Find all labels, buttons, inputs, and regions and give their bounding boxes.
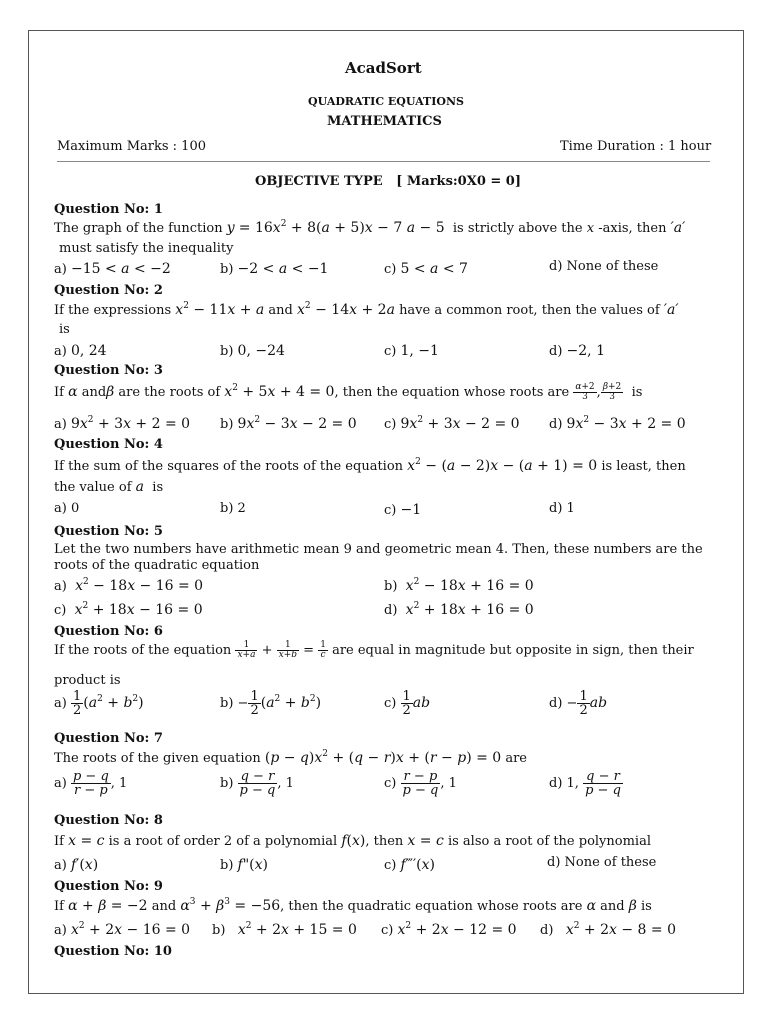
- max-marks: Maximum Marks : 100: [57, 139, 206, 154]
- q9-option-b[interactable]: b) $x^2 + 2x + 15 = 0$: [212, 921, 357, 938]
- question-6-head: Question No: 6: [54, 624, 163, 639]
- section-marks: [ Marks:0X0 = 0]: [396, 174, 522, 189]
- q8-option-c[interactable]: c) f‴′(x): [384, 857, 435, 873]
- question-3-head: Question No: 3: [54, 363, 163, 378]
- q5-option-c[interactable]: c) $x^2 + 18x - 16 = 0$: [54, 601, 203, 618]
- chapter-title: QUADRATIC EQUATIONS: [308, 95, 464, 108]
- time-duration: Time Duration : 1 hour: [560, 139, 712, 154]
- question-9-stem: If α + β = −2 and $\alpha^3 + \beta^3 = -56$, then the quadratic equation whose roots are α and β is: [54, 897, 652, 914]
- section-name: OBJECTIVE TYPE: [255, 174, 383, 189]
- q4-option-c[interactable]: c) −1: [384, 502, 422, 518]
- q3-option-d[interactable]: d) $9x^2 - 3x + 2 = 0$: [549, 415, 686, 432]
- question-1-stem: The graph of the function $y = 16x^2 + 8(a + 5)x - 7$ a − 5 is strictly above the x -axis, then ′a′: [54, 219, 686, 236]
- question-5-stem-line2: roots of the quadratic equation: [54, 558, 260, 573]
- question-paper: [28, 30, 744, 994]
- question-10-head: Question No: 10: [54, 944, 172, 959]
- question-3-stem: If α andβ are the roots of $x^2 + 5x + 4 = 0$, then the equation whose roots are $\frac{\alpha+2}{3}$ , $\frac{\beta+2}{3}$ is: [54, 382, 643, 402]
- q9-option-a[interactable]: a) $x^2 + 2x - 16 = 0$: [54, 921, 191, 938]
- q3-option-b[interactable]: b) $9x^2 - 3x - 2 = 0$: [220, 415, 357, 432]
- q2-option-b[interactable]: b) 0, −24: [220, 343, 285, 359]
- q7-option-a[interactable]: a) $\frac{p - q}{r - p}$ , 1: [54, 769, 128, 798]
- q2-option-c[interactable]: c) 1, −1: [384, 343, 439, 359]
- question-8-head: Question No: 8: [54, 813, 163, 828]
- q6-option-c[interactable]: c) $\frac{1}{2}$ ab: [384, 689, 431, 718]
- question-8-stem: If x = c is a root of order 2 of a polynomial f(x), then x = c is also a root of the polynomial: [54, 833, 651, 849]
- question-4-stem: If the sum of the squares of the roots of the equation $x^2 - (a - 2)x - (a + 1) = 0$ is least, then: [54, 457, 686, 474]
- q5-option-d[interactable]: d) $x^2 + 18x + 16 = 0$: [384, 601, 534, 618]
- question-6-stem: If the roots of the equation $\frac{1}{x+a}$ + $\frac{1}{x+b}$ = $\frac{1}{c}$ are equal in magnitude but opposite in sign, then their: [54, 640, 694, 660]
- q8-option-d[interactable]: d) None of these: [547, 855, 657, 870]
- q6-option-d[interactable]: d) − $\frac{1}{2}$ ab: [549, 689, 608, 718]
- q3-option-a[interactable]: a) $9x^2 + 3x + 2 = 0$: [54, 415, 191, 432]
- question-7-head: Question No: 7: [54, 731, 163, 746]
- question-6-stem-line2: product is: [54, 673, 121, 688]
- q4-option-b[interactable]: b) 2: [220, 501, 246, 516]
- header-divider: [57, 161, 710, 162]
- subject-title: MATHEMATICS: [327, 114, 442, 129]
- q6-option-a[interactable]: a) $\frac{1}{2}$ $(a^2 + b^2)$: [54, 689, 144, 718]
- q7-option-b[interactable]: b) $\frac{q - r}{p - q}$ , 1: [220, 769, 294, 798]
- q4-option-a[interactable]: a) 0: [54, 501, 80, 516]
- q5-option-b[interactable]: b) $x^2 - 18x + 16 = 0$: [384, 577, 534, 594]
- q7-option-d[interactable]: d) 1, $\frac{q - r}{p - q}$: [549, 769, 621, 798]
- brand-title: AcadSort: [345, 59, 422, 77]
- q9-option-c[interactable]: c) $x^2 + 2x - 12 = 0$: [381, 921, 517, 938]
- question-1-stem-line2: must satisfy the inequality: [59, 241, 234, 256]
- question-4-stem-line2: the value of a is: [54, 479, 164, 495]
- q6-option-b[interactable]: b) − $\frac{1}{2}$ $(a^2 + b^2)$: [220, 689, 322, 718]
- q2-option-a[interactable]: a) 0, 24: [54, 343, 107, 359]
- question-1-head: Question No: 1: [54, 202, 163, 217]
- section-title: [255, 174, 521, 189]
- q9-option-d[interactable]: d) $x^2 + 2x - 8 = 0$: [540, 921, 676, 938]
- question-9-head: Question No: 9: [54, 879, 163, 894]
- q1-option-c[interactable]: c) 5 < a < 7: [384, 261, 468, 277]
- question-4-head: Question No: 4: [54, 437, 163, 452]
- q1-option-a[interactable]: a) −15 < a < −2: [54, 261, 171, 277]
- q3-option-c[interactable]: c) $9x^2 + 3x - 2 = 0$: [384, 415, 520, 432]
- question-2-head: Question No: 2: [54, 283, 163, 298]
- question-5-stem: Let the two numbers have arithmetic mean 9 and geometric mean 4. Then, these numbers are the: [54, 542, 703, 557]
- question-2-stem-line2: is: [59, 322, 70, 337]
- question-7-stem: The roots of the given equation $(p - q)x^2 + (q - r)x + (r - p) = 0$ are: [54, 749, 527, 766]
- q8-option-b[interactable]: b) f"(x): [220, 857, 269, 873]
- q1-option-b[interactable]: b) −2 < a < −1: [220, 261, 329, 277]
- q4-option-d[interactable]: d) 1: [549, 501, 575, 516]
- q5-option-a[interactable]: a) $x^2 - 18x - 16 = 0$: [54, 577, 204, 594]
- q7-option-c[interactable]: c) $\frac{r - p}{p - q}$ , 1: [384, 769, 457, 798]
- question-5-head: Question No: 5: [54, 524, 163, 539]
- q1-option-d[interactable]: d) None of these: [549, 259, 659, 274]
- q2-option-d[interactable]: d) −2, 1: [549, 343, 605, 359]
- q8-option-a[interactable]: a) f′(x): [54, 857, 99, 873]
- question-2-stem: If the expressions $x^2 - 11x + a$ and $x^2 - 14x + 2a$ have a common root, then the values of ′a′: [54, 301, 679, 318]
